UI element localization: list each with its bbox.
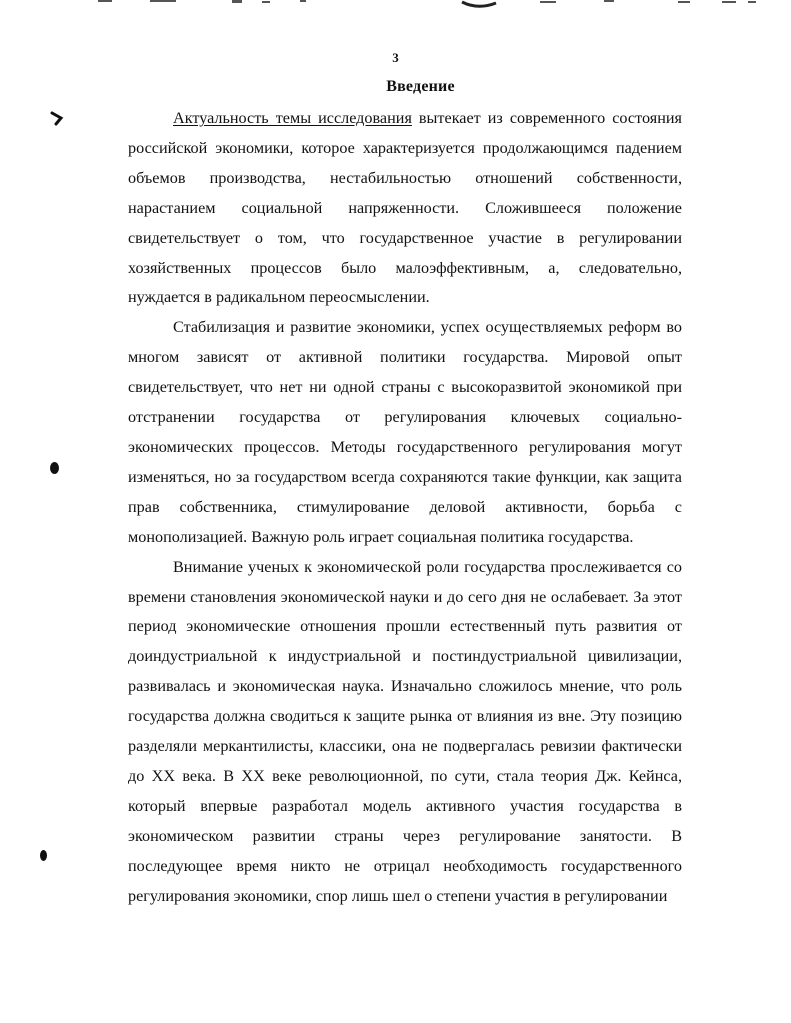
scan-edge-artifacts [0,0,791,14]
paragraph-1-text: вытекает из современного состояния российской экономики, которое характеризуется продолжающимся падением объемов производства, нестабильностью отношений собственности, нарастанием социальной напряженности. Сложившееся положение свидетельствует о том, что государственное участие в регулировании хозяйственных процессов было малоэффективным, а, следовательно, нуждается в радикальном переосмыслении. [128,109,682,307]
paragraph-1 [128,104,682,313]
body-text [128,104,682,911]
margin-tick-mark [50,110,66,126]
margin-dot-mark [50,462,59,474]
paragraph-3: Внимание ученых к экономической роли государства прослеживается со времени становления экономической науки и до сего дня не ослабевает. За этот период экономические отношения прошли естественный путь развития от доиндустриальной к индустриальной и постиндустриальной цивилизации, развивалась и экономическая наука. Изначально сложилось мнение, что роль государства должна сводиться к защите рынка от влияния из вне. Эту позицию разделяли меркантилисты, классики, она не подвергалась ревизии фактически до XX века. В XX веке революционной, по сути, стала теория Дж. Кейнса, который впервые разработал модель активного участия государства в экономическом развитии страны через регулирование занятости. В последующее время никто не отрицал необходимость государственного регулирования экономики, спор лишь шел о степени участия в регулировании [128,557,682,905]
underlined-lead: Актуальность темы исследования [173,109,412,127]
section-heading: Введение [386,78,455,95]
page-number: 3 [392,50,399,65]
margin-dot-mark [40,850,47,861]
paragraph-2: Стабилизация и развитие экономики, успех осуществляемых реформ во многом зависят от активной политики государства. Мировой опыт свидетельствует, что нет ни одной страны с высокоразвитой экономикой при отстранении государства от регулирования ключевых социально-экономических процессов. Методы государственного регулирования могут изменяться, но за государством всегда сохраняются такие функции, как защита прав собственника, стимулирование деловой активности, борьба с монополизацией. Важную роль играет социальная политика государства. [128,318,682,546]
